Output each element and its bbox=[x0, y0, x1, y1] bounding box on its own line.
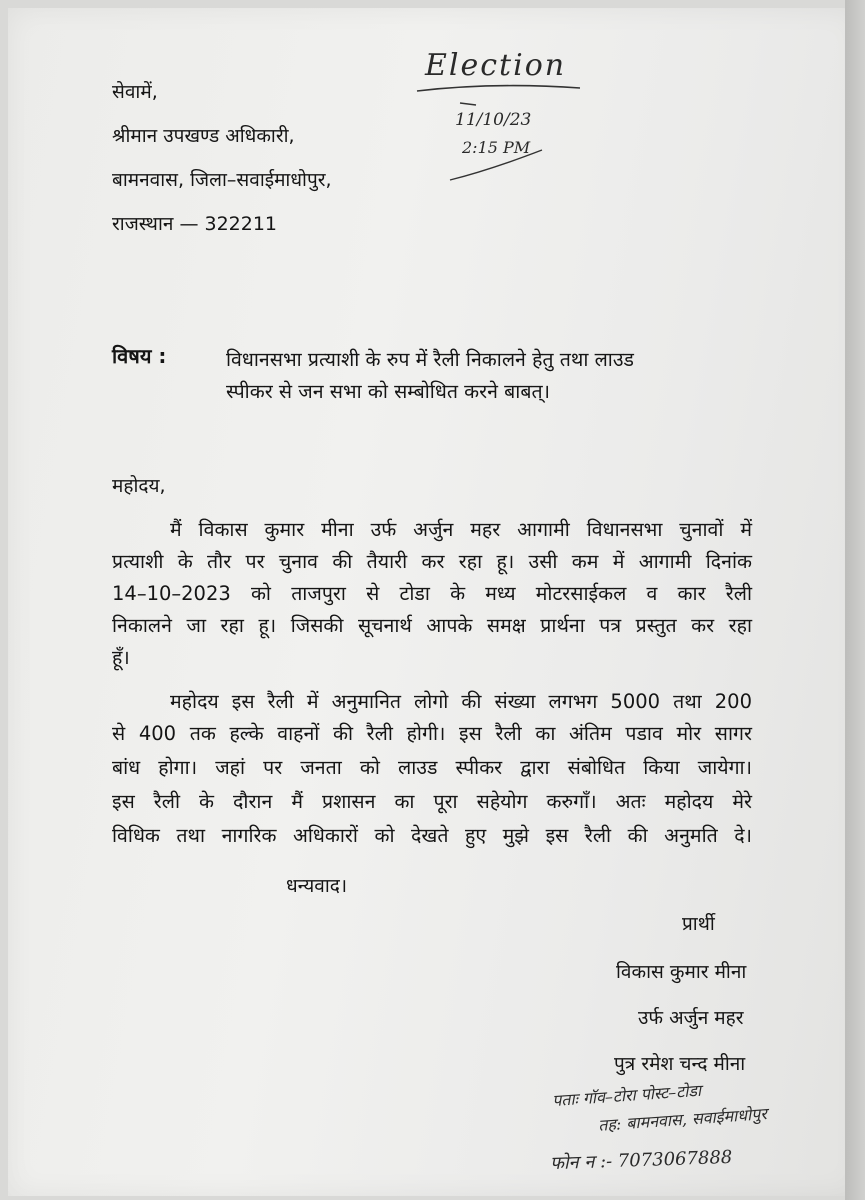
greeting: महोदय, bbox=[112, 475, 166, 497]
address-line-1: श्रीमान उपखण्ड अधिकारी, bbox=[112, 125, 295, 147]
subject-line-1: विधानसभा प्रत्याशी के रुप में रैली निकालने हेतु तथा लाउड bbox=[226, 348, 634, 371]
handwritten-address-line-1: पताः गॉव–टोरा पोस्ट–टोडा bbox=[551, 1080, 702, 1111]
applicant-alias: उर्फ अर्जुन महर bbox=[638, 1007, 744, 1029]
address-line-3: राजस्थान — 322211 bbox=[112, 213, 278, 235]
paragraph-2-line: इस रैली के दौरान मैं प्रशासन का पूरा सहेयोग करुगाँ। अतः महोदय मेरे bbox=[112, 790, 752, 813]
applicant-name: विकास कुमार मीना bbox=[616, 961, 747, 983]
paragraph-1-line: निकालने जा रहा हू। जिसकी सूचनार्थ आपके समक्ष प्रार्थना पत्र प्रस्तुत कर रहा bbox=[112, 614, 752, 637]
subject-line-2: स्पीकर से जन सभा को सम्बोधित करने बाबत्। bbox=[226, 380, 550, 403]
address-line-2: बामनवास, जिला–सवाईमाधोपुर, bbox=[112, 169, 332, 191]
scribble-mark bbox=[440, 95, 550, 185]
paragraph-1-line: मैं विकास कुमार मीना उर्फ अर्जुन महर आगामी विधानसभा चुनावों में bbox=[170, 518, 752, 541]
paragraph-1-line: 14–10–2023 को ताजपुरा से टोडा के मध्य मोटरसाईकल व कार रैली bbox=[112, 582, 752, 605]
applicant-label: प्रार्थी bbox=[682, 913, 715, 935]
subject-label: विषय : bbox=[112, 344, 167, 368]
paragraph-2-line: महोदय इस रैली में अनुमानित लोगो की संख्या लगभग 5000 तथा 200 bbox=[170, 690, 752, 713]
handwritten-election-note: Election bbox=[425, 48, 567, 83]
page-edge bbox=[845, 0, 865, 1200]
applicant-father: पुत्र रमेश चन्द मीना bbox=[614, 1053, 746, 1075]
paragraph-1-line: हूँ। bbox=[112, 646, 130, 669]
handwritten-address-line-2: तह: बामनवास, सवाईमाधोपुर bbox=[597, 1104, 768, 1135]
paragraph-1-line: प्रत्याशी के तौर पर चुनाव की तैयारी कर रहा हू। उसी कम में आगामी दिनांक bbox=[112, 550, 752, 573]
paragraph-2-line: विधिक तथा नागरिक अधिकारों को देखते हुए मुझे इस रैली की अनुमति दे। bbox=[112, 824, 752, 847]
underline-mark bbox=[415, 82, 585, 96]
paragraph-2-line: से 400 तक हल्के वाहनों की रैली होगी। इस रैली का अंतिम पडाव मोर सागर bbox=[112, 722, 752, 745]
handwritten-phone: फोन न :- 7073067888 bbox=[549, 1146, 733, 1175]
handwritten-date: 11/10/23 bbox=[455, 110, 532, 130]
salutation-to: सेवामें, bbox=[112, 81, 158, 103]
paragraph-2-line: बांध होगा। जहां पर जनता को लाउड स्पीकर द्वारा संबोधित किया जायेगा। bbox=[112, 756, 752, 779]
handwritten-time: 2:15 PM bbox=[462, 138, 531, 157]
thanks: धन्यवाद। bbox=[286, 875, 348, 897]
